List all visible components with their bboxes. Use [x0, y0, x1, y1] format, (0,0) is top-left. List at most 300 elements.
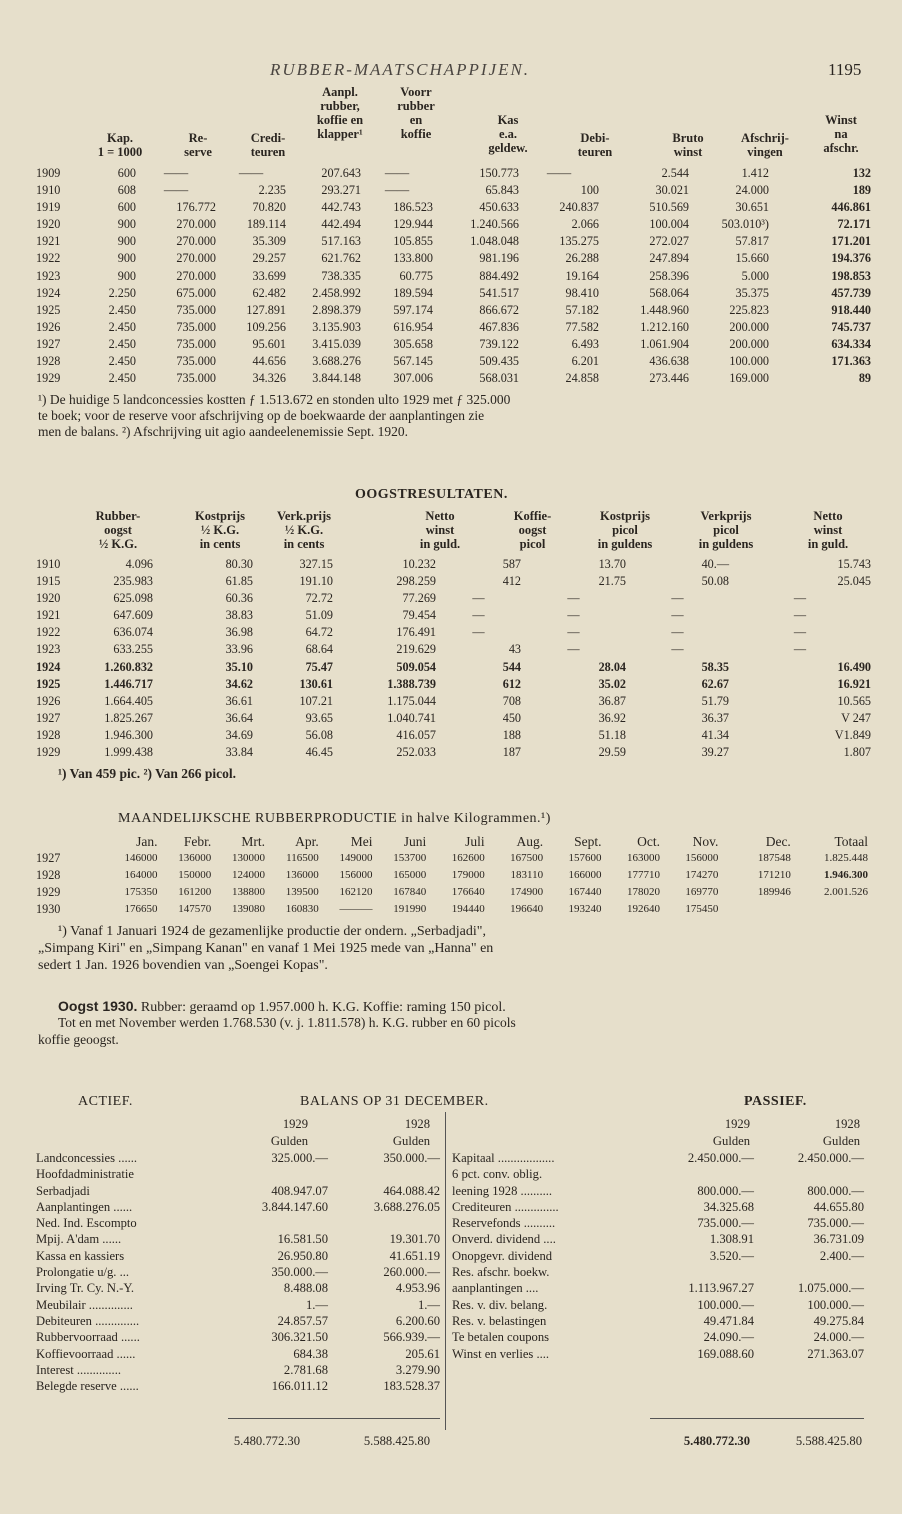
value-cell: 247.894	[649, 251, 689, 266]
year-cell: 1929	[36, 371, 61, 386]
value-cell: 176.772	[176, 200, 216, 215]
balance-item-value: 24.857.57	[277, 1313, 328, 1328]
year-cell: 1928	[36, 354, 61, 369]
value-cell: 44.656	[252, 354, 286, 369]
value-cell: 130.61	[299, 676, 333, 691]
actief-label: ACTIEF.	[78, 1094, 133, 1109]
value-cell: 307.006	[393, 371, 433, 386]
year-cell: 1925	[36, 302, 61, 317]
value-cell: 442.494	[321, 217, 361, 232]
value-cell: 3.415.039	[312, 336, 361, 351]
value-cell: 510.569	[649, 200, 689, 215]
value-cell: 62.482	[252, 285, 286, 300]
balance-item-value: 3.844.147.60	[261, 1199, 328, 1214]
value-cell: 735.000	[176, 354, 216, 369]
month-header: Juli	[465, 834, 485, 849]
value-cell: 225.823	[729, 302, 769, 317]
table-row	[36, 182, 871, 199]
balance-item-value: 1.113.967.27	[688, 1281, 754, 1296]
balance-item-label: Te betalen coupons	[452, 1330, 550, 1345]
balance-item-value	[628, 1166, 754, 1182]
table-row	[36, 165, 871, 182]
value-cell: 1.240.566	[470, 217, 519, 232]
balance-row	[452, 1313, 864, 1329]
balance-item-value: 350.000.—	[383, 1151, 440, 1165]
balance-item-value	[328, 1215, 440, 1231]
year-cell: 1926	[36, 319, 61, 334]
month-header: Dec.	[765, 834, 791, 849]
value-cell: 35.02	[598, 676, 626, 691]
value-cell: 3.135.903	[312, 319, 361, 334]
maandproductie-title: MAANDELIJKSCHE RUBBERPRODUCTIE in halve Kilogrammen.¹)	[118, 811, 551, 826]
t2-col-verkprijs-rubber: Verk.prijs ½ K.G. in cents	[276, 509, 332, 551]
value-cell: 51.18	[598, 727, 626, 742]
value-cell: 57.817	[735, 234, 769, 249]
value-cell: 2.066	[571, 217, 599, 232]
value-cell: 568.031	[479, 371, 519, 386]
table-row	[36, 641, 871, 658]
value-cell: 187548	[757, 852, 791, 865]
value-cell: 171.363	[831, 354, 871, 369]
value-cell: 450.633	[479, 200, 519, 215]
value-cell: 161200	[178, 886, 212, 899]
value-cell: 34.326	[252, 371, 286, 386]
balance-row	[36, 1280, 440, 1296]
balance-item-value: 34.325.68	[703, 1199, 754, 1214]
balance-row	[36, 1297, 440, 1313]
value-cell: 68.64	[305, 642, 333, 657]
t1-footnote-line-1: ¹) De huidige 5 landconcessies kostten ƒ 1.513.672 en stonden ulto 1929 met ƒ 325.000	[38, 392, 511, 407]
value-cell: 13.70	[598, 557, 626, 571]
value-cell: 3.844.148	[312, 371, 361, 386]
balance-item-value: 183.528.37	[383, 1379, 440, 1394]
balans-divider	[445, 1112, 446, 1430]
value-cell: 900	[117, 268, 136, 283]
value-cell: 866.672	[479, 302, 519, 317]
value-cell: 200.000	[729, 336, 769, 351]
table-row	[36, 607, 871, 624]
year-cell: 1919	[36, 200, 61, 215]
balance-item-label: 6 pct. conv. oblig.	[452, 1167, 543, 1182]
value-cell: 567.145	[393, 354, 433, 369]
table-row	[36, 727, 871, 744]
balance-item-label: Interest ..............	[36, 1362, 121, 1377]
value-cell: 270.000	[176, 217, 216, 232]
year-cell: 1924	[36, 285, 61, 300]
actief-total-rule	[228, 1418, 440, 1419]
value-cell: 738.335	[321, 268, 361, 283]
value-cell: 165000	[393, 869, 427, 882]
value-cell: 196640	[510, 903, 544, 916]
balance-item-value: 735.000.—	[697, 1216, 754, 1231]
value-cell: 89	[858, 371, 871, 386]
value-cell: 457.739	[831, 285, 871, 300]
value-cell: 186.523	[393, 200, 433, 215]
t2-col-verkprijs-koffie: Verkprijs picol in guldens	[698, 509, 754, 551]
value-cell: 166000	[568, 869, 602, 882]
passief-year-1929: 1929	[724, 1117, 750, 1131]
value-cell: 270.000	[176, 268, 216, 283]
value-cell: 1.412	[741, 166, 769, 180]
value-cell: —	[567, 625, 580, 640]
value-cell: 194.376	[831, 251, 871, 266]
value-cell: 77.269	[402, 591, 436, 606]
monthly-production-table	[36, 833, 868, 918]
value-cell: 327.15	[299, 557, 333, 571]
value-cell: 621.762	[321, 251, 361, 266]
passief-total-1928: 5.588.425.80	[795, 1434, 862, 1448]
page-number: 1195	[828, 60, 862, 79]
table-row	[36, 556, 871, 573]
table-row	[36, 285, 871, 302]
value-cell: 2.250	[108, 285, 136, 300]
value-cell: 207.643	[321, 166, 361, 180]
table-row	[36, 676, 871, 693]
value-cell: —	[793, 642, 807, 657]
table-row	[36, 353, 871, 370]
value-cell: 616.954	[393, 319, 433, 334]
oogst-1930-text: Rubber: geraamd op 1.957.000 h. K.G. Koffie: raming 150 picol.	[140, 1000, 506, 1015]
value-cell: 57.182	[565, 302, 599, 317]
value-cell: 918.440	[831, 302, 871, 317]
year-cell: 1909	[36, 166, 61, 180]
value-cell: 139080	[232, 903, 266, 916]
value-cell: 136000	[178, 852, 212, 865]
value-cell: 509.054	[396, 659, 436, 674]
value-cell: 36.37	[701, 710, 729, 725]
value-cell: V 247	[841, 710, 871, 725]
value-cell: 15.660	[735, 251, 769, 266]
passief-unit-1928: Gulden	[822, 1134, 860, 1148]
value-cell: —	[472, 591, 485, 606]
value-cell: 735.000	[176, 371, 216, 386]
balance-item-label: Winst en verlies ....	[452, 1346, 550, 1361]
balance-item-value: 44.655.80	[813, 1199, 864, 1214]
value-cell: ——	[384, 166, 410, 180]
value-cell: 6.201	[571, 354, 599, 369]
value-cell: 26.288	[565, 251, 599, 266]
value-cell: 40.—	[701, 557, 729, 571]
value-cell: 41.34	[701, 727, 729, 742]
t2-col-koffieoogst: Koffie- oogst picol	[513, 509, 552, 551]
value-cell: 625.098	[113, 591, 153, 606]
value-cell: 517.163	[321, 234, 361, 249]
value-cell	[718, 901, 790, 918]
month-header: Jan.	[136, 834, 158, 849]
value-cell: 179000	[451, 869, 485, 882]
t2-col-kostprijs-rubber: Kostprijs ½ K.G. in cents	[195, 509, 245, 551]
table-row	[36, 590, 871, 607]
value-cell: 36.87	[598, 693, 626, 708]
value-cell: 70.820	[252, 200, 286, 215]
balance-row	[452, 1199, 864, 1215]
balance-item-value: 306.321.50	[271, 1330, 328, 1345]
balance-item-value: 2.781.68	[283, 1362, 328, 1377]
value-cell: 191.10	[299, 574, 333, 589]
value-cell: —	[671, 608, 684, 623]
value-cell: 416.057	[396, 727, 436, 742]
value-cell: 72.72	[305, 591, 333, 606]
value-cell: 163000	[626, 852, 660, 865]
value-cell: ——	[546, 166, 572, 180]
value-cell: 177710	[626, 869, 660, 882]
value-cell: 1.388.739	[387, 676, 436, 691]
balance-item-label: Prolongatie u/g. ...	[36, 1265, 130, 1280]
value-cell: 10.565	[837, 693, 871, 708]
balance-item-value: 3.688.276.05	[373, 1199, 440, 1214]
value-cell: 900	[117, 217, 136, 232]
value-cell: 16.921	[837, 676, 871, 691]
value-cell: 293.271	[321, 183, 361, 198]
value-cell: 35.375	[735, 285, 769, 300]
value-cell: 133.800	[393, 251, 433, 266]
value-cell: V1.849	[834, 727, 871, 742]
year-cell: 1930	[36, 902, 61, 917]
balance-item-value: 1.308.91	[709, 1232, 754, 1247]
balance-row	[452, 1166, 864, 1182]
balance-item-value: 8.488.08	[283, 1281, 328, 1296]
balance-item-label: aanplantingen ....	[452, 1281, 539, 1296]
value-cell: 412	[502, 574, 521, 589]
value-cell: 107.21	[299, 693, 333, 708]
value-cell: 127.891	[246, 302, 286, 317]
value-cell: 80.30	[225, 557, 253, 571]
value-cell: 175350	[124, 886, 158, 899]
balance-item-value: 100.000.—	[807, 1297, 864, 1312]
balance-row	[452, 1280, 864, 1296]
header-spacer	[36, 833, 90, 850]
value-cell: 147570	[178, 903, 212, 916]
value-cell: 109.256	[246, 319, 286, 334]
value-cell: 450	[502, 710, 521, 725]
value-cell: 1.946.300	[104, 727, 153, 742]
balance-row	[36, 1150, 440, 1166]
value-cell: 79.454	[402, 608, 436, 623]
value-cell: 135.275	[559, 234, 599, 249]
value-cell: 60.775	[399, 268, 433, 283]
value-cell: 1.807	[843, 745, 871, 760]
year-cell: 1927	[36, 710, 61, 725]
balans-title: BALANS OP 31 DECEMBER.	[300, 1094, 489, 1109]
value-cell: 36.64	[225, 710, 253, 725]
balance-row	[36, 1313, 440, 1329]
balance-row	[36, 1346, 440, 1362]
value-cell: 178020	[626, 886, 660, 899]
t3-footnote-line-1: ¹) Vanaf 1 Januari 1924 de gezamenlijke productie der ondern. „Serbadjadi",	[58, 924, 486, 939]
value-cell: 175450	[685, 903, 719, 916]
value-cell: 708	[502, 693, 521, 708]
balance-item-label: Landconcessies ......	[36, 1151, 138, 1165]
table-row	[36, 319, 871, 336]
table-row	[36, 659, 871, 676]
t1-col-voorraden: Voorr rubber en koffie	[397, 85, 435, 141]
value-cell: 36.61	[225, 693, 253, 708]
value-cell: 138800	[232, 886, 266, 899]
balance-item-label: Onopgevr. dividend	[452, 1248, 553, 1263]
balance-item-value: 260.000.—	[383, 1265, 440, 1280]
balance-item-label: leening 1928 ..........	[452, 1183, 553, 1198]
balance-row	[36, 1183, 440, 1199]
value-cell: 139500	[285, 886, 319, 899]
value-cell: 2.458.992	[312, 285, 361, 300]
t1-col-bruto-winst: Bruto winst	[672, 131, 704, 159]
value-cell: 93.65	[305, 710, 333, 725]
value-cell: 612	[502, 676, 521, 691]
balance-item-value: 2.450.000.—	[797, 1151, 864, 1165]
value-cell: 150000	[178, 869, 212, 882]
value-cell: 129.944	[393, 217, 433, 232]
balance-item-label: Kapitaal ..................	[452, 1151, 555, 1165]
value-cell: —	[567, 608, 580, 623]
balance-row	[452, 1264, 864, 1280]
year-cell: 1924	[36, 659, 61, 674]
t3-footnote-line-3: sedert 1 Jan. 1926 bovendien van „Soengei Kopas".	[38, 958, 328, 973]
value-cell: —	[472, 625, 485, 640]
balance-item-value: 1.075.000.—	[797, 1281, 864, 1296]
value-cell: 174900	[510, 886, 544, 899]
value-cell: 192640	[626, 903, 660, 916]
value-cell: ——	[384, 183, 410, 198]
balance-item-label: Debiteuren ..............	[36, 1313, 140, 1328]
value-cell: 633.255	[113, 642, 153, 657]
balance-item-value: 36.731.09	[813, 1232, 864, 1247]
value-cell: 745.737	[831, 319, 871, 334]
balance-item-value	[231, 1215, 328, 1231]
balance-item-label: Belegde reserve ......	[36, 1379, 139, 1394]
value-cell: 51.09	[305, 608, 333, 623]
value-cell: 174270	[685, 869, 719, 882]
table-row	[36, 884, 868, 901]
actief-year-1928: 1928	[404, 1117, 430, 1131]
balance-row	[36, 1231, 440, 1247]
balance-item-value: 49.275.84	[813, 1313, 864, 1328]
balance-item-label: Mpij. A'dam ......	[36, 1232, 122, 1247]
value-cell: 647.609	[113, 608, 153, 623]
value-cell: 77.582	[565, 319, 599, 334]
value-cell: 35.10	[225, 659, 253, 674]
value-cell: 1.664.405	[104, 693, 153, 708]
value-cell: 200.000	[729, 319, 769, 334]
value-cell: 136000	[285, 869, 319, 882]
table-row	[36, 336, 871, 353]
value-cell: 24.858	[565, 371, 599, 386]
balance-row	[36, 1378, 440, 1394]
t3-footnote-line-2: „Simpang Kiri" en „Simpang Kanan" en vanaf 1 Mei 1925 mede van „Hanna" en	[38, 941, 494, 956]
value-cell: 272.027	[649, 234, 689, 249]
value-cell: 1.448.960	[640, 302, 689, 317]
balance-item-label: Crediteuren ..............	[452, 1199, 559, 1214]
balance-item-value: 325.000.—	[271, 1151, 328, 1165]
value-cell: 164000	[124, 869, 158, 882]
value-cell: 2.544	[661, 166, 689, 180]
value-cell: —	[567, 642, 580, 657]
balance-item-value	[328, 1166, 440, 1182]
value-cell: 503.010³)	[721, 217, 769, 232]
value-cell: 735.000	[176, 319, 216, 334]
value-cell: ——	[163, 183, 189, 198]
value-cell: 25.045	[837, 574, 871, 589]
value-cell: 60.36	[225, 591, 253, 606]
balance-row	[452, 1183, 864, 1199]
year-cell: 1910	[36, 557, 61, 571]
value-cell: 75.47	[305, 659, 333, 674]
value-cell: 34.62	[225, 676, 253, 691]
balance-item-label: Meubilair ..............	[36, 1297, 133, 1312]
value-cell: 900	[117, 234, 136, 249]
table-row	[36, 693, 871, 710]
year-cell: 1923	[36, 642, 61, 657]
balance-item-value: 19.301.70	[389, 1232, 440, 1247]
value-cell: 105.855	[393, 234, 433, 249]
balance-item-label: Ned. Ind. Escompto	[36, 1216, 137, 1231]
year-cell: 1921	[36, 234, 61, 249]
month-header: Totaal	[834, 834, 868, 849]
value-cell: 1.946.300	[824, 869, 868, 882]
value-cell: 19.164	[565, 268, 599, 283]
value-cell: 157600	[568, 852, 602, 865]
t1-col-debiteuren: Debi- teuren	[577, 131, 613, 159]
value-cell: 6.493	[571, 336, 599, 351]
value-cell: —	[793, 591, 807, 606]
year-cell: 1929	[36, 885, 61, 900]
balance-row	[36, 1329, 440, 1345]
value-cell: 608	[117, 183, 136, 198]
balance-row	[36, 1264, 440, 1280]
oogstresultaten-title: OOGSTRESULTATEN.	[355, 487, 508, 502]
table-row	[36, 573, 871, 590]
value-cell: 183110	[510, 869, 544, 882]
balance-item-value: 24.000.—	[813, 1330, 864, 1345]
balance-item-label: Koffievoorraad ......	[36, 1346, 136, 1361]
balance-item-value	[231, 1166, 328, 1182]
balance-item-label: Irving Tr. Cy. N.-Y.	[36, 1281, 134, 1296]
value-cell: 1.048.048	[470, 234, 519, 249]
balance-item-label: Onverd. dividend ....	[452, 1232, 556, 1247]
value-cell: 981.196	[479, 251, 519, 266]
value-cell: 162120	[339, 886, 373, 899]
value-cell: 2.450	[108, 302, 136, 317]
value-cell: 270.000	[176, 234, 216, 249]
value-cell: 467.836	[479, 319, 519, 334]
value-cell: 167440	[568, 886, 602, 899]
value-cell: —	[472, 608, 485, 623]
value-cell: 273.446	[649, 371, 689, 386]
year-cell: 1928	[36, 868, 61, 883]
value-cell: 2.450	[108, 354, 136, 369]
balance-item-label: Res. afschr. boekw.	[452, 1265, 550, 1280]
value-cell: 33.699	[252, 268, 286, 283]
actief-unit-1929: Gulden	[270, 1134, 308, 1148]
value-cell: 146000	[124, 852, 158, 865]
balance-item-value: 6.200.60	[395, 1313, 440, 1328]
balance-item-value: 16.581.50	[277, 1232, 328, 1247]
value-cell: 150.773	[479, 166, 519, 180]
value-cell: 100.000	[729, 354, 769, 369]
month-header: Juni	[403, 834, 427, 849]
table-row	[36, 710, 871, 727]
balance-row	[36, 1199, 440, 1215]
value-cell: 167500	[510, 852, 544, 865]
value-cell: 64.72	[305, 625, 333, 640]
table-row	[36, 233, 871, 250]
table-row	[36, 901, 868, 918]
balance-item-value: 271.363.07	[807, 1346, 864, 1361]
value-cell: 1.040.741	[387, 710, 436, 725]
balance-item-value: 735.000.—	[807, 1216, 864, 1231]
balance-item-value: 205.61	[405, 1346, 440, 1361]
month-header: Sept.	[574, 834, 602, 849]
balance-row	[36, 1166, 440, 1182]
